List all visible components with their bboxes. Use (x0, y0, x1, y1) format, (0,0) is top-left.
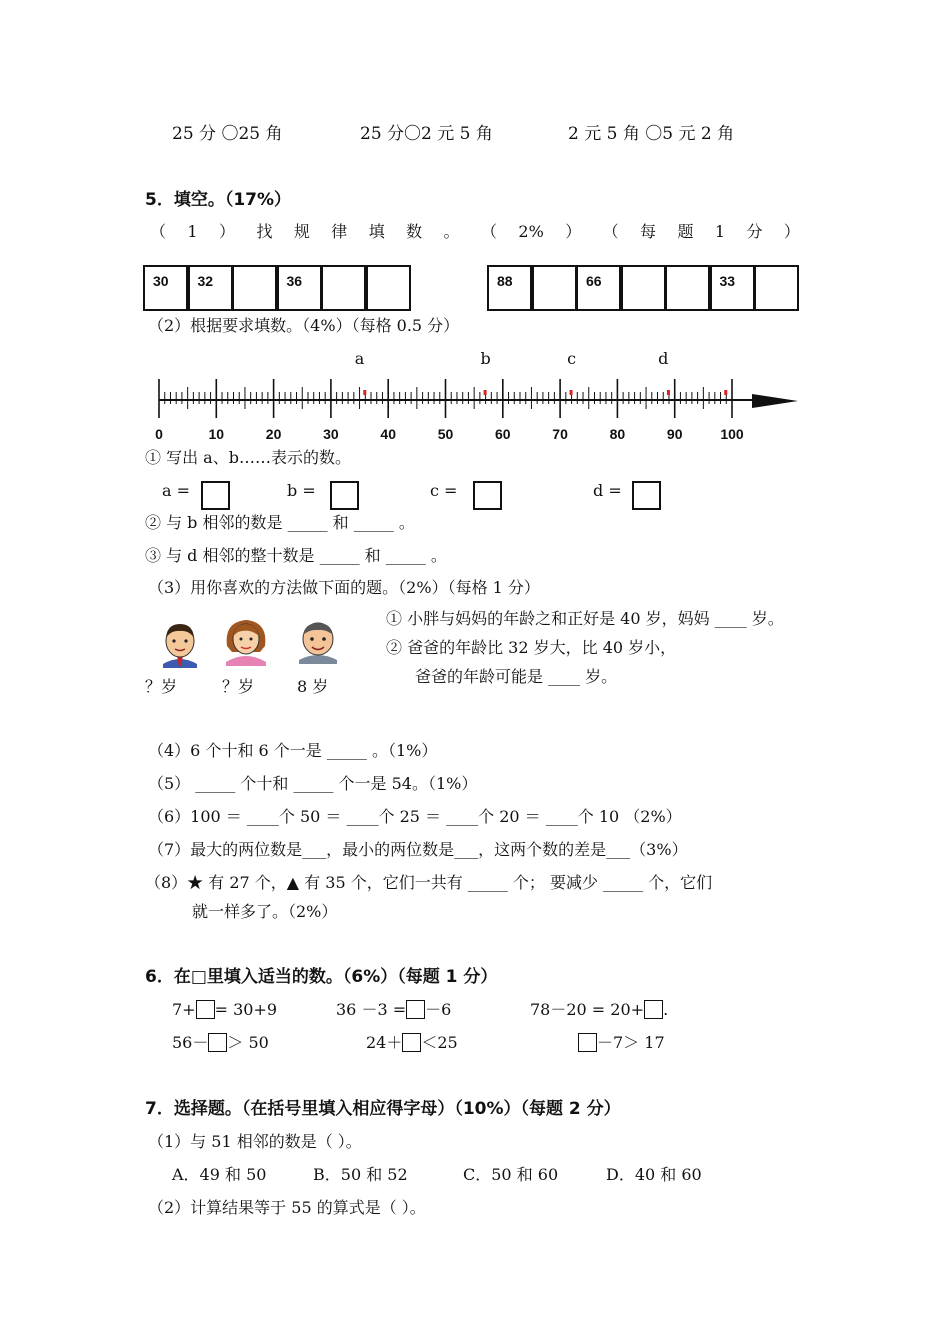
instruction-char: 。 (443, 222, 460, 241)
compare-item-2: 25 分〇2 元 5 角 (360, 124, 493, 144)
tick-label: 100 (720, 426, 744, 442)
instruction-char: 2% (518, 222, 544, 241)
answer-box-c[interactable] (473, 481, 502, 510)
answer-box-a[interactable] (201, 481, 230, 510)
point-marker (667, 390, 670, 395)
option-c: C．50 和 60 (463, 1165, 559, 1184)
sequence-blank-cell[interactable] (532, 265, 577, 311)
fill-box[interactable] (644, 1000, 663, 1019)
boy-figure-icon (293, 618, 343, 664)
tick-label: 0 (155, 426, 163, 442)
instruction-char: ） (565, 222, 582, 241)
sequence-blank-cell[interactable] (321, 265, 366, 311)
number-line (0, 345, 950, 445)
question-2: ② 与 b 相邻的数是 _____ 和 _____ 。 (145, 513, 415, 532)
arrow-head-icon (752, 394, 798, 408)
sequence-cell: 30 (143, 265, 188, 311)
answer-box-b[interactable] (330, 481, 359, 510)
sequence-cell: 36 (277, 265, 322, 311)
father-figure-icon (155, 620, 205, 668)
point-label: c (567, 349, 577, 368)
section-7-title: 7．选择题。（在括号里填入相应得字母）（10%）（每题 2 分） (145, 1099, 621, 1119)
instruction-char: 1 (187, 222, 198, 241)
instruction-char: 找 (256, 222, 273, 241)
sequence-blank-cell[interactable] (665, 265, 710, 311)
point-label: d (658, 349, 669, 368)
point-marker (570, 390, 573, 395)
part-3-question-2b: 爸爸的年龄可能是 ____ 岁。 (415, 667, 618, 686)
answer-box-d[interactable] (632, 481, 661, 510)
tick-label: 20 (265, 426, 282, 442)
sequence-blank-cell[interactable] (232, 265, 277, 311)
tick-label: 80 (609, 426, 626, 442)
sequence-cell: 66 (576, 265, 621, 311)
section-6-title: 6．在□里填入适当的数。（6%）（每题 1 分） (145, 967, 498, 987)
point-marker (724, 390, 727, 395)
fill-box[interactable] (402, 1033, 421, 1052)
tick-label: 10 (208, 426, 225, 442)
tick-label: 60 (495, 426, 511, 442)
point-label: a (354, 349, 365, 368)
tick-label: 90 (666, 426, 683, 442)
instruction-char: 题 (677, 222, 694, 241)
instruction-char: ） (219, 222, 236, 241)
sequence-blank-cell[interactable] (366, 265, 411, 311)
age-father: ？岁 (145, 677, 178, 696)
question-3: ③ 与 d 相邻的整十数是 _____ 和 _____ 。 (145, 546, 447, 565)
sequence-cell: 32 (188, 265, 233, 311)
instruction-char: 填 (368, 222, 385, 241)
part-3-instruction: （3）用你喜欢的方法做下面的题。（2%）（每格 1 分） (148, 578, 540, 597)
instruction-char: （ (150, 222, 167, 241)
label-c: c = (430, 481, 458, 500)
label-d: d = (593, 481, 622, 500)
pattern-instruction (150, 222, 800, 242)
instruction-char: 分 (746, 222, 763, 241)
age-boy: 8 岁 (297, 677, 329, 696)
instruction-char: 规 (293, 222, 310, 241)
compare-item-1: 25 分 〇25 角 (172, 124, 283, 144)
instruction-char: 数 (406, 222, 423, 241)
fill-equation-6: －7＞ 17 (578, 1033, 665, 1053)
tick-label: 50 (437, 426, 454, 442)
instruction-char: ） (783, 222, 800, 241)
tick-label: 70 (552, 426, 568, 442)
part-4: （4）6 个十和 6 个一是 _____ 。（1%） (148, 741, 438, 760)
option-a: A．49 和 50 (172, 1165, 267, 1184)
instruction-char: （ (602, 222, 619, 241)
part-7: （7）最大的两位数是___，最小的两位数是___，这两个数的差是___（3%） (148, 840, 688, 859)
sequence-cell: 88 (487, 265, 532, 311)
part-8a: （8）★ 有 27 个，▲ 有 35 个，它们一共有 _____ 个； 要减少 _____ 个，它们 (145, 873, 713, 892)
section-5-title: 5．填空。（17%） (145, 190, 292, 210)
part-8b: 就一样多了。（2%） (192, 902, 338, 921)
instruction-char: 律 (331, 222, 348, 241)
sequence-blank-cell[interactable] (621, 265, 666, 311)
part-6: （6）100 ＝ ____个 50 ＝ ____个 25 ＝ ____个 20 ＝ ____个 10 （2%） (148, 807, 682, 826)
point-marker (484, 390, 487, 395)
fill-box[interactable] (196, 1000, 215, 1019)
part-2-instruction: （2）根据要求填数。（4%）（每格 0.5 分） (148, 316, 460, 335)
fill-equation-1: 7+ = 30+9 (172, 1000, 278, 1019)
instruction-char: 1 (714, 222, 726, 241)
point-marker (363, 390, 366, 395)
tick-label: 30 (323, 426, 339, 442)
question-1: ① 写出 a、b……表示的数。 (145, 448, 351, 467)
option-b: B．50 和 52 (313, 1165, 408, 1184)
fill-equation-2: 36 －3 = －6 (336, 1000, 452, 1019)
sequence-cell: 33 (710, 265, 755, 311)
part-3-question-2a: ② 爸爸的年龄比 32 岁大，比 40 岁小， (386, 638, 677, 657)
age-mother: ？岁 (222, 677, 255, 696)
part-3-question-1: ① 小胖与妈妈的年龄之和正好是 40 岁，妈妈 ____ 岁。 (386, 609, 784, 628)
fill-equation-3: 78－20 = 20+ . (530, 1000, 669, 1019)
choice-question-2: （2）计算结果等于 55 的算式是（ ）。 (148, 1198, 426, 1217)
choice-question-1: （1）与 51 相邻的数是（ ）。 (148, 1132, 362, 1151)
sequence-blank-cell[interactable] (754, 265, 799, 311)
mother-figure-icon (220, 616, 272, 666)
point-label: b (480, 349, 491, 368)
label-a: a = (162, 481, 191, 500)
fill-box[interactable] (208, 1033, 227, 1052)
option-d: D．40 和 60 (606, 1165, 702, 1184)
fill-equation-4: 56－ ＞ 50 (172, 1033, 269, 1052)
label-b: b = (287, 481, 316, 500)
fill-equation-5: 24＋ ＜25 (366, 1033, 458, 1052)
instruction-char: 每 (640, 222, 657, 241)
part-5: （5） _____ 个十和 _____ 个一是 54。（1%） (148, 774, 478, 793)
compare-item-3: 2 元 5 角 〇5 元 2 角 (568, 124, 735, 144)
tick-label: 40 (380, 426, 396, 442)
fill-box[interactable] (578, 1033, 597, 1052)
fill-box[interactable] (406, 1000, 425, 1019)
instruction-char: （ (480, 222, 497, 241)
